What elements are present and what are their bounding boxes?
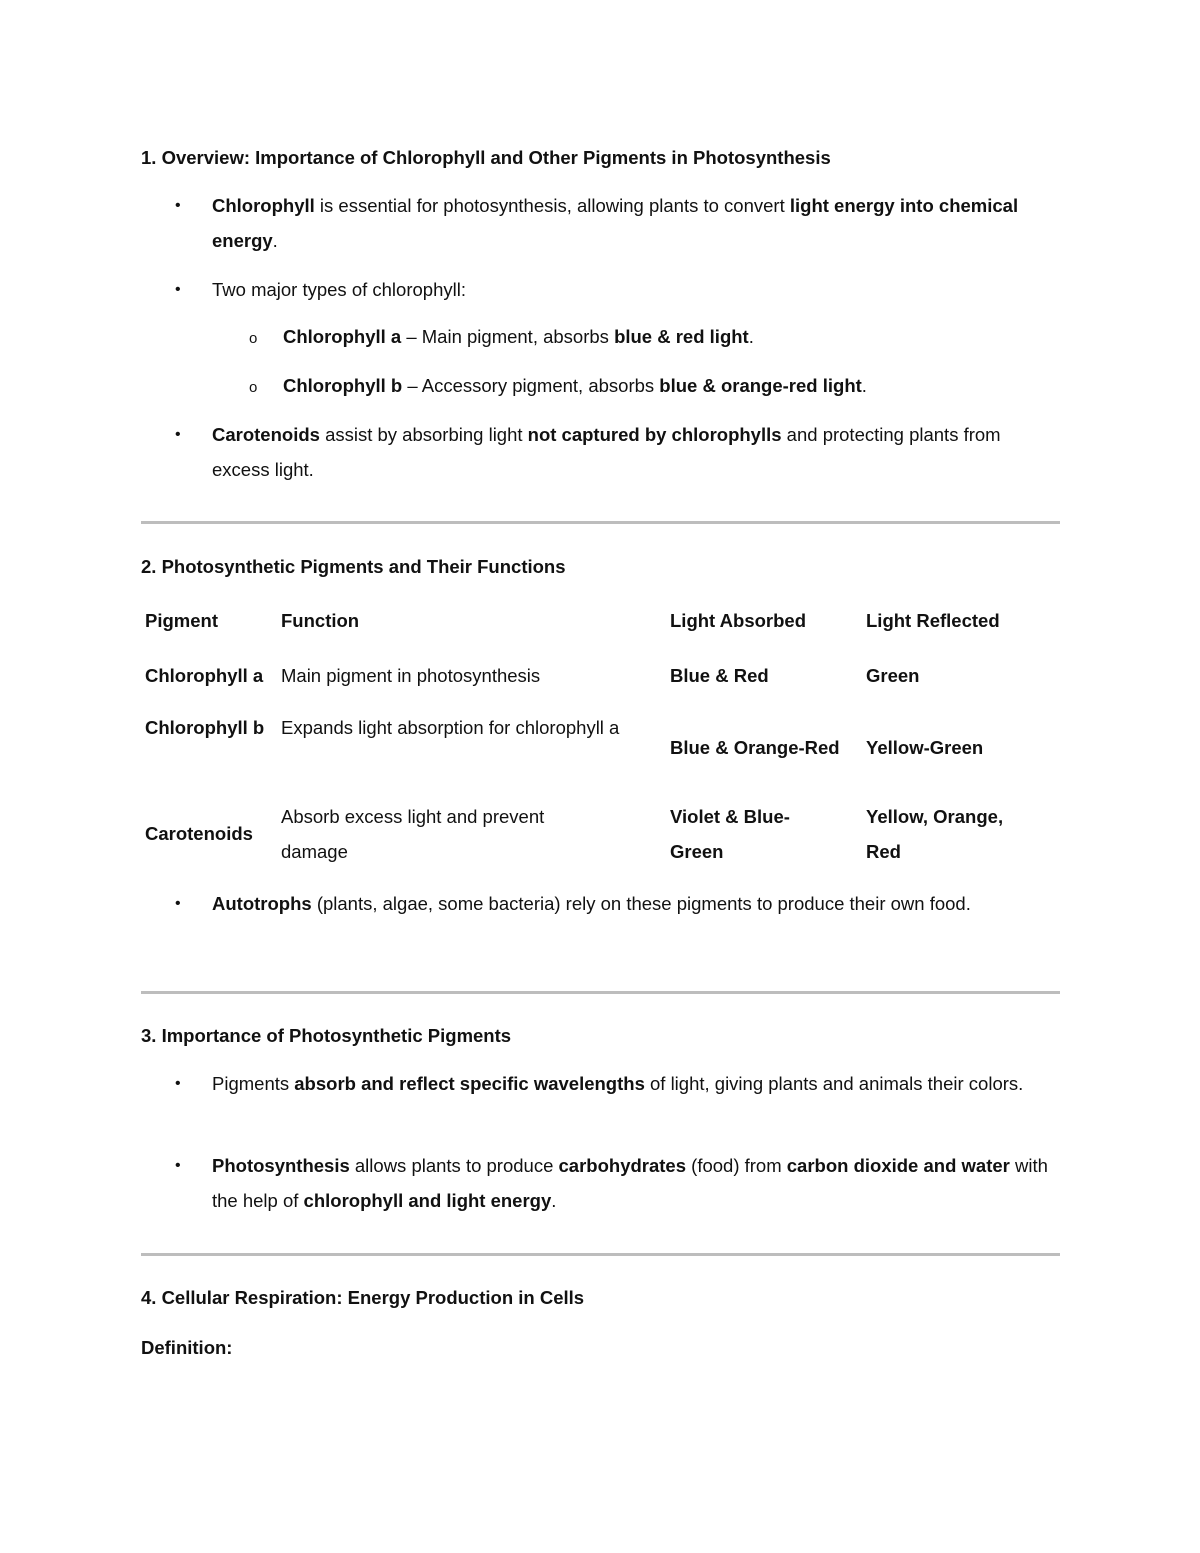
text: Two major types of chlorophyll: — [212, 279, 466, 300]
table-cell: Main pigment in photosynthesis — [281, 665, 541, 686]
bold-text: carbon dioxide and water — [786, 1155, 1010, 1176]
s1-sub-bullet-2 — [283, 368, 867, 403]
bullet-icon: • — [175, 1075, 181, 1092]
table-cell: Blue & Red — [670, 665, 769, 686]
s1-sub-bullet-1 — [283, 319, 754, 354]
text: assist by absorbing light — [319, 424, 528, 445]
bullet-icon: • — [175, 1157, 181, 1174]
table-cell: Yellow, Orange, Red — [866, 806, 1004, 862]
section-4-heading: 4. Cellular Respiration: Energy Production in Cells — [141, 1287, 585, 1308]
text: (food) from — [686, 1155, 787, 1176]
table-cell: Blue & Orange-Red — [670, 737, 840, 758]
s2-bullet-1 — [212, 886, 1062, 921]
text: . — [748, 326, 754, 347]
table-header: Function — [281, 610, 360, 631]
text: . — [272, 230, 278, 251]
bullet-icon: • — [175, 197, 181, 214]
section-1-heading: 1. Overview: Importance of Chlorophyll and Other Pigments in Photosynthesis — [141, 147, 831, 168]
text: and protecting plants from excess light. — [212, 424, 1001, 480]
table-cell: Green — [866, 665, 920, 686]
table-cell: Yellow-Green — [866, 737, 984, 758]
bold-text: Autotrophs — [212, 893, 312, 914]
table-cell: Chlorophyll b — [145, 717, 265, 738]
text: allows plants to produce — [349, 1155, 559, 1176]
bullet-icon: • — [175, 281, 181, 298]
bullet-icon: • — [175, 426, 181, 443]
text: is essential for photosynthesis, allowing plants to convert — [314, 195, 790, 216]
table-cell: Chlorophyll a — [145, 665, 264, 686]
horizontal-rule — [141, 991, 1060, 994]
table-cell: Carotenoids — [145, 823, 253, 844]
s3-bullet-1 — [212, 1066, 1042, 1101]
s1-bullet-1 — [212, 188, 1062, 258]
sub-bullet-icon: o — [249, 330, 258, 347]
horizontal-rule — [141, 1253, 1060, 1256]
table-header: Light Reflected — [866, 610, 1000, 631]
sub-bullet-icon: o — [249, 379, 258, 396]
text: Pigments — [212, 1073, 295, 1094]
table-header: Pigment — [145, 610, 218, 631]
text: – Accessory pigment, absorbs — [402, 375, 660, 396]
horizontal-rule — [141, 521, 1060, 524]
text: . — [551, 1190, 557, 1211]
definition-label: Definition: — [141, 1337, 233, 1358]
text: – Main pigment, absorbs — [401, 326, 615, 347]
bold-text: chlorophyll and light energy — [303, 1190, 552, 1211]
bold-text: Chlorophyll b — [283, 375, 403, 396]
s1-bullet-2 — [212, 272, 1062, 307]
bold-text: carbohydrates — [558, 1155, 687, 1176]
bold-text: Chlorophyll a — [283, 326, 402, 347]
s1-bullet-3 — [212, 417, 1062, 487]
table-cell: Violet & Blue-Green — [670, 806, 790, 862]
bullet-icon: • — [175, 895, 181, 912]
bold-text: absorb and reflect specific wavelengths — [294, 1073, 645, 1094]
text: with the help of — [212, 1155, 1048, 1211]
section-2-heading: 2. Photosynthetic Pigments and Their Functions — [141, 556, 566, 577]
bold-text: not captured by chlorophylls — [527, 424, 782, 445]
text: . — [861, 375, 867, 396]
bold-text: blue & orange-red light — [659, 375, 862, 396]
table-cell: Expands light absorption for chlorophyll a — [281, 717, 620, 738]
table-header: Light Absorbed — [670, 610, 806, 631]
bold-text: blue & red light — [614, 326, 749, 347]
bold-text: Chlorophyll — [212, 195, 315, 216]
bold-text: Photosynthesis — [212, 1155, 350, 1176]
section-3-heading: 3. Importance of Photosynthetic Pigments — [141, 1025, 512, 1046]
text: of light, giving plants and animals their colors. — [644, 1073, 1024, 1094]
bold-text: light energy into chemical energy — [212, 195, 1019, 251]
text: (plants, algae, some bacteria) rely on these pigments to produce their own food. — [311, 893, 971, 914]
bold-text: Carotenoids — [212, 424, 320, 445]
s3-bullet-2 — [212, 1148, 1062, 1218]
table-cell: Absorb excess light and prevent damage — [281, 806, 545, 862]
